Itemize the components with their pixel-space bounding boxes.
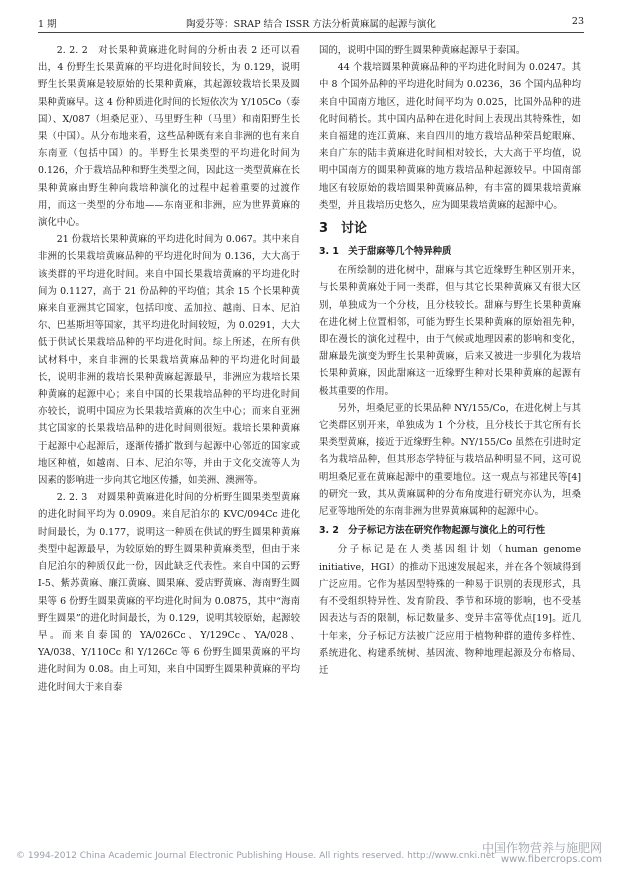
copyright-notice: © 1994-2012 China Academic Journal Electronic Publishing House. All rights reserved. http://www.cnki.net [16,851,495,861]
page-number: 23 [571,16,584,27]
watermark [482,842,602,866]
watermark-url: www.fibercrops.com [500,854,602,865]
running-title: 陶爱芬等：SRAP 结合 ISSR 方法分析黄麻属的起源与演化 [186,19,436,30]
paragraph-cultivated-round-fruit: 44 个栽培圆果种黄麻品种的平均进化时间为 0.0247。其中 8 个国外品种的平均进化时间为 0.0236，36 个国内品种均来自中国南方地区，进化时间平均为 0.025，比国外品种的进化时间稍长。其中国内品种在进化时间上表现出其特殊性，如来自福建的连江黄麻、来自四川的地方栽培品种荣昌蛇眼麻、来自广东的陆丰黄麻进化时间相对较长，大大高于平均值，说明中国南方的圆果种黄麻的地方栽培品种起源较早。中国南部地区有较原始的栽培圆果种黄麻品种，有丰富的圆果栽培黄麻类型，并且栽培历史悠久，应为圆果栽培黄麻的起源中心。 [319,62,581,211]
subsection-heading-3-2: 3. 2 分子标记方法在研究作物起源与演化上的可行性 [319,525,546,537]
paragraph-text: 由表 2 还可以看出，4 份野生长果黄麻的平均进化时间较长，为 0.129，说明野生长果黄麻是较原始的长果种黄麻，其起源较栽培长果及圆果种黄麻早。这 4 份种质进化时间的长短依次为 Y/105Co（泰国）、X/087（坦桑尼亚）、马里野生种（马里）和南阳野生长果（中国）。从分布地来看，这些品种既有来自非洲的也有来自东南亚（包括中国）的。半野生长果类型的平均进化时间为 0.126，介于栽培品种和野生类型之间，因此这一类型黄麻在长果种黄麻由野生种向栽培种演化的过程中起着重要的过渡作用，而这一类型的分布地——东南亚和非洲，应为世界黄麻的演化中心。 [38,45,300,229]
subsection-heading-3-1: 3. 1 关于甜麻等几个特异种质 [319,246,452,258]
issue-number: 1 期 [38,19,57,30]
paragraph-cultivated-long-fruit: 21 份栽培长果种黄麻的平均进化时间为 0.067。其中来自非洲的长果栽培黄麻品种的平均进化时间为 0.136，大大高于该类群的平均进化时间。来自中国长果栽培黄麻的平均进化时间为 0.1127，高于 21 份品种的平均值；其余 15 个长果种黄麻来自亚洲其它国家，包括印度、孟加拉、越南、日本、尼泊尔、巴基斯坦等国家，其平均进化时间较短，为 0.0291，大大低于供试长果栽培品种的平均进化时间。综上所述，在所有供试材料中，来自非洲的长果栽培黄麻品种的平均进化时间最长，说明非洲的栽培长果种黄麻起源最早，非洲应为栽培长果种黄麻的起源中心；来自中国的长果栽培品种的平均进化时间亦较长，说明中国应为长果栽培黄麻的次生中心；而来自亚洲其它国家的长果栽培品种的进化时间则很短。栽培长果种黄麻于起源中心起源后，逐渐传播扩散到与起源中心邻近的国家或地区种植，如越南、日本、尼泊尔等，并由于文化交流等人为因素的影响进一步向其它地区传播，如美洲、澳洲等。 [38,234,300,487]
paragraph-2-2-2 [38,42,300,231]
paragraph-sweet-jute: 在所绘制的进化树中，甜麻与其它近缘野生种区别开来，与长果种黄麻处于同一类群，但与其它长果种黄麻又有很大区别，单独成为一个分枝，且分枝较长。甜麻与野生长果种黄麻在进化树上位置相邻，可能为野生长果种黄麻的原始祖先种，即在漫长的演化过程中，由于气候或地理因素的影响和变化，甜麻最先演变为野生长果种黄麻，后来又被进一步驯化为栽培长果种黄麻，因此甜麻这一近缘野生种对长果种黄麻的起源有极其重要的作用。 [319,265,581,397]
paragraph-molecular-markers: 分子标记是在人类基因组计划（human genome initiative，HGI）的推动下迅速发展起来，并在各个领域得到广泛应用。它作为基因型特殊的一种易于识别的表现形式，具有不受组织特异性、发育阶段、季节和环境的影响，也不受基因表达与否的限制，标记数量多、变异丰富等优点[19]。近几十年来，分子标记方法被广泛应用于植物种群的遗传多样性、系统进化、构建系统树、基因流、物种地理起源及分布格局、迁 [319,544,581,676]
paragraph-tanzania: 另外，坦桑尼亚的长果品种 NY/155/Co，在进化树上与其它类群区别开来，单独成为 1 个分枝，且分枝长于其它所有长果类型黄麻，接近于近缘野生种。NY/155/Co 虽然在引进时定名为栽培品种，但其形态学特征与栽培品种明显不同，这可说明坦桑尼亚在黄麻起源中的重要地位。这一观点与祁建民等[4]的研究一致，其从黄麻属种的分布角度进行研究亦认为，坦桑尼亚等地所处的东南非洲为世界黄麻属种的起源中心。 [319,402,581,518]
subsection-heading-2-2-3: 2. 2. 3 对圆果种黄麻进化时间的分析 [56,492,223,504]
page-footer [10,841,610,870]
running-header [38,14,584,33]
section-heading-3: 3 讨论 [319,221,368,237]
watermark-title: 中国作物营养与施肥网 [481,841,602,855]
paragraph-2-2-3 [38,489,300,695]
right-column [319,42,581,679]
subsection-heading-2-2-2: 2. 2. 2 对长果种黄麻进化时间的分析 [56,45,228,56]
left-column [38,42,300,696]
paragraph-continued: 国的，说明中国的野生圆果种黄麻起源早于泰国。 [319,45,526,56]
paragraph-text: 野生圆果类型黄麻的进化时间平均为 0.0909。来自尼泊尔的 KVC/094Cc 进化时间最长，为 0.177，说明这一种质在供试的野生圆果种黄麻类型中起源最早，为较原始的野生圆果种黄麻类型，但由于来自尼泊尔的种质仅此一份，因此缺乏代表性。来自中国的云野 I-5、紫苏黄麻、廉江黄麻、圆果麻、爱店野黄麻、海南野生圆果等 6 份野生圆果黄麻的平均进化时间为 0.0875，其中“海南野生圆果”的进化时间最长，为 0.129，说明其较原始，起源较早。而来自泰国的 YA/026Cc、Y/129Cc、YA/028、YA/038、Y/110Cc 和 Y/126Cc 等 6 份野生圆果黄麻的平均进化时间为 0.08。由上可知，来自中国野生圆果种黄麻的平均进化时间大于来自泰 [38,492,300,693]
